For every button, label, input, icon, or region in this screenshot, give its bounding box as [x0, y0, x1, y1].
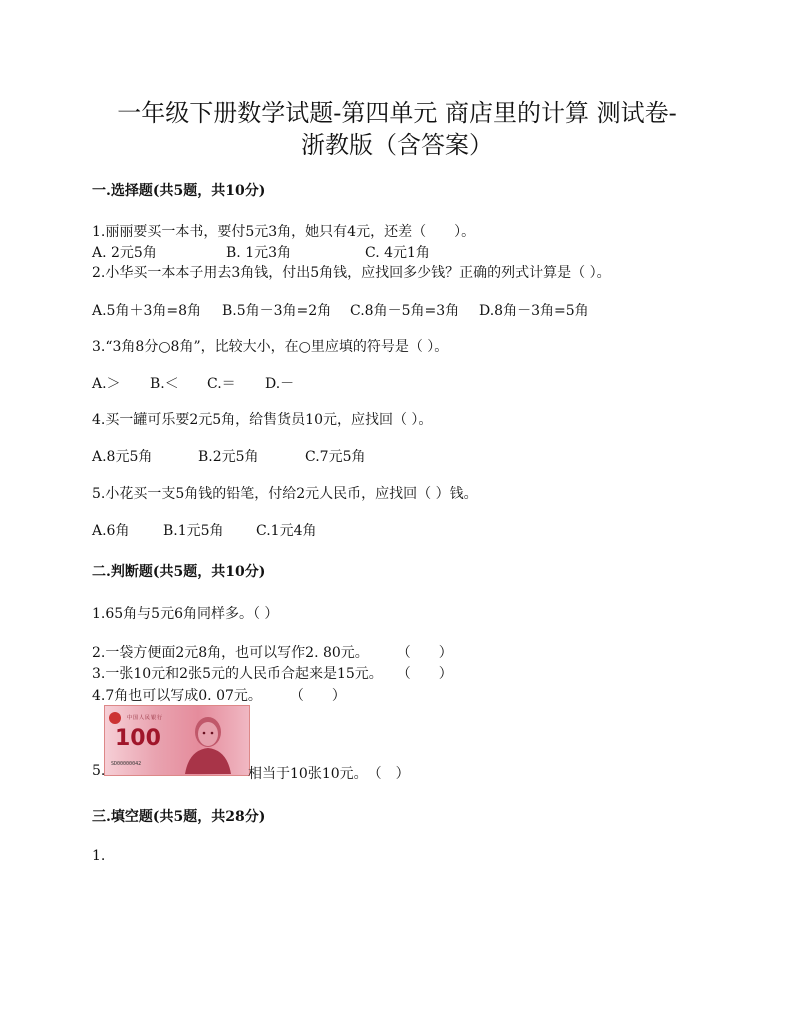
question-2-5-text: 相当于10张10元。 （ ）: [248, 766, 410, 782]
section-heading-fill: 三.填空题(共5题，共28分): [92, 809, 266, 825]
banknote-topline: 中国人民银行: [127, 715, 164, 721]
question-1-5: 5.小花买一支5角钱的铅笔，付给2元人民币，应找回（ ）钱。: [92, 486, 478, 502]
option-1-4-c: C.7元5角: [305, 449, 366, 465]
option-1-2-c: C.8角－5角=3角: [350, 303, 460, 319]
question-1-3: 3.“3角8分○8角”，比较大小，在○里应填的符号是（ ）。: [92, 339, 449, 355]
option-1-1-c: C. 4元1角: [365, 245, 430, 261]
question-2-1: 1.65角与5元6角同样多。（ ）: [92, 606, 279, 622]
option-1-4-b: B.2元5角: [198, 449, 259, 465]
banknote-100-yuan-image: [104, 705, 250, 776]
question-2-3: 3.一张10元和2张5元的人民币合起来是15元。 （ ）: [92, 666, 453, 682]
page-title-line2: 浙教版（含答案）: [301, 131, 493, 159]
option-1-3-a: A.＞: [92, 376, 121, 392]
question-2-2: 2.一袋方便面2元8角，也可以写作2. 80元。 （ ）: [92, 645, 453, 661]
question-2-4: 4.7角也可以写成0. 07元。 （ ）: [92, 688, 346, 704]
option-1-2-d: D.8角－3角=5角: [479, 303, 589, 319]
banknote-serial: SD00000042: [111, 761, 142, 767]
section-heading-choice: 一.选择题(共5题，共10分): [92, 183, 266, 199]
question-1-4: 4.买一罐可乐要2元5角，给售货员10元，应找回（ ）。: [92, 412, 433, 428]
option-1-1-b: B. 1元3角: [226, 245, 292, 261]
option-1-5-c: C.1元4角: [256, 523, 317, 539]
option-1-3-b: B.＜: [150, 376, 179, 392]
section-heading-judge: 二.判断题(共5题，共10分): [92, 564, 266, 580]
question-1-2: 2.小华买一本本子用去3角钱，付出5角钱，应找回多少钱？正确的列式计算是（ ）。: [92, 265, 611, 281]
option-1-4-a: A.8元5角: [92, 449, 153, 465]
option-1-1-a: A. 2元5角: [92, 245, 157, 261]
banknote-value: 100: [115, 726, 161, 751]
page-title-line1: 一年级下册数学试题-第四单元 商店里的计算 测试卷-: [117, 99, 677, 127]
option-1-3-c: C.＝: [207, 376, 236, 392]
option-1-5-a: A.6角: [92, 523, 130, 539]
portrait-icon: [181, 712, 235, 774]
emblem-icon: [109, 712, 121, 724]
option-1-2-a: A.5角＋3角=8角: [92, 303, 202, 319]
question-2-5-number: 5.: [92, 763, 106, 779]
option-1-2-b: B.5角－3角=2角: [222, 303, 332, 319]
question-1-1: 1.丽丽要买一本书，要付5元3角，她只有4元，还差（ ）。: [92, 224, 476, 240]
option-1-5-b: B.1元5角: [163, 523, 224, 539]
question-3-1-number: 1.: [92, 848, 106, 864]
option-1-3-d: D.－: [265, 376, 295, 392]
